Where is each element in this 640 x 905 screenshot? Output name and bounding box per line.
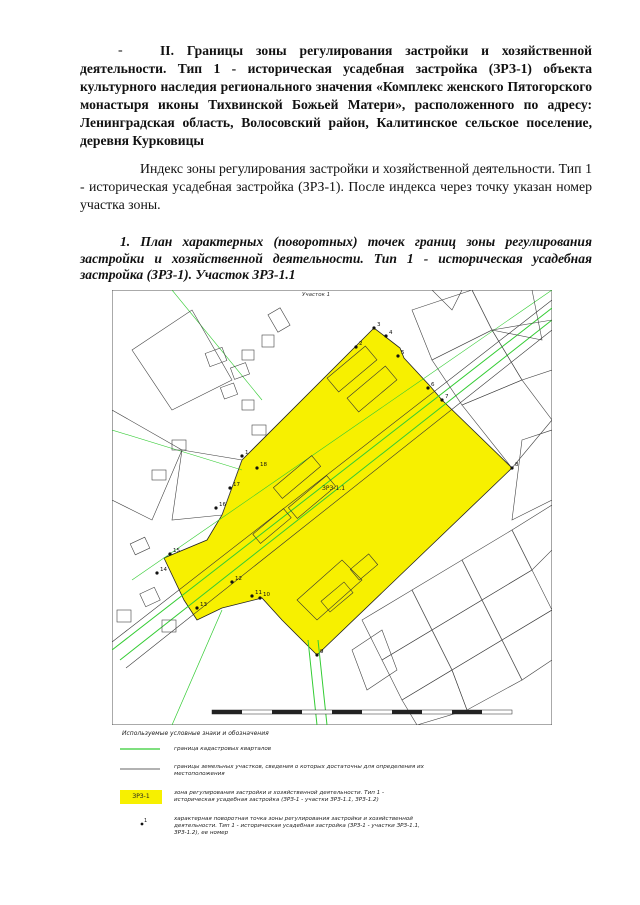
green-line-icon — [120, 744, 160, 754]
turning-point-label-8: 8 — [515, 462, 519, 468]
map-legend — [112, 730, 552, 890]
turning-point-13 — [195, 606, 198, 609]
turning-point-label-2: 2 — [359, 341, 363, 347]
turning-point-11 — [250, 594, 253, 597]
index-paragraph: Индекс зоны регулирования застройки и хозяйственной деятельности. Тип 1 - историческая усадебная застройка (ЗРЗ-1). После индекса через точку указан номер участка зоны. — [80, 161, 592, 212]
zone-swatch: ЗРЗ-1 — [120, 790, 162, 804]
turning-point-label-7: 7 — [445, 394, 449, 400]
turning-point-label-14: 14 — [160, 567, 167, 573]
plan-subheading — [80, 234, 592, 284]
turning-point-18 — [255, 466, 258, 469]
turning-point-label-5: 5 — [401, 350, 405, 356]
turning-point-label-16: 16 — [219, 502, 226, 508]
turning-point-label-10: 10 — [263, 592, 270, 598]
legend-text-cadastral: граница кадастровых кварталов — [174, 746, 272, 752]
turning-point-7 — [440, 398, 443, 401]
turning-point-label-11: 11 — [255, 590, 262, 596]
turning-point-label-12: 12 — [235, 576, 242, 582]
turning-point-1 — [240, 454, 243, 457]
turning-point-label-9: 9 — [320, 649, 324, 655]
plan-number: 1. — [120, 234, 131, 249]
turning-point-label-18: 18 — [260, 462, 267, 468]
svg-text:1: 1 — [144, 818, 148, 824]
turning-point-15 — [168, 552, 171, 555]
turning-point-5 — [396, 354, 399, 357]
black-line-icon — [120, 764, 160, 774]
turning-point-3 — [372, 326, 375, 329]
section-heading: II. Границы зоны регулирования застройки и хозяйственной деятельности. Тип 1 - историческая усадебная застройка (ЗРЗ-1) объекта культурного наследия регионального значения «Комплекс женского Пятогорского монастыря иконы Тихвинской Божьей Матери», расположенного по адресу: Ленинградская область, Волосовский район, Калитинское сельское поселение, деревня Курковицы — [80, 43, 592, 148]
turning-point-10 — [258, 596, 261, 599]
turning-point-9 — [315, 653, 318, 656]
map-caption: Участок 1 — [302, 292, 331, 298]
turning-point-label-17: 17 — [233, 482, 240, 488]
scale-bar — [212, 710, 512, 714]
legend-text-zone: зона регулирования застройки и хозяйственной деятельности. Тип 1 - историческая усадебная застройка (ЗРЗ-1 - участки ЗРЗ-1.1, ЗРЗ-1.2) — [174, 790, 385, 803]
turning-point-label-4: 4 — [389, 330, 393, 336]
turning-point-label-15: 15 — [173, 548, 180, 554]
turning-point-label-1: 1 — [245, 450, 249, 456]
zone-label: ЗРЗ-1.1 — [322, 485, 346, 492]
turning-point-17 — [228, 486, 231, 489]
turning-point-4 — [384, 334, 387, 337]
plan-title: План характерных (поворотных) точек границ зоны регулирования застройки и хозяйственной деятельности. Тип 1 - историческая усадебная застройка (ЗРЗ-1). Участок ЗРЗ-1.1 — [80, 234, 592, 282]
heading-dash: - — [118, 43, 123, 58]
turning-point-label-6: 6 — [431, 382, 435, 388]
point-marker-icon — [120, 816, 160, 830]
turning-point-14 — [155, 571, 158, 574]
legend-title: Используемые условные знаки и обозначения — [122, 730, 269, 737]
turning-point-label-13: 13 — [200, 602, 207, 608]
turning-point-16 — [214, 506, 217, 509]
legend-text-point: характерная поворотная точка зоны регулирования застройки и хозяйственной деятельности. Тип 1 - историческая усадебная застройка (ЗРЗ-1 - участки ЗРЗ-1.1, ЗРЗ-1.2), ее номер — [174, 816, 420, 836]
zone-map — [112, 290, 552, 725]
turning-point-12 — [230, 580, 233, 583]
turning-point-label-3: 3 — [377, 322, 381, 328]
turning-point-2 — [354, 345, 357, 348]
turning-point-6 — [426, 386, 429, 389]
turning-point-8 — [510, 466, 513, 469]
legend-text-parcels: границы земельных участков, сведения о которых достаточны для определения их местоположения — [174, 764, 424, 777]
